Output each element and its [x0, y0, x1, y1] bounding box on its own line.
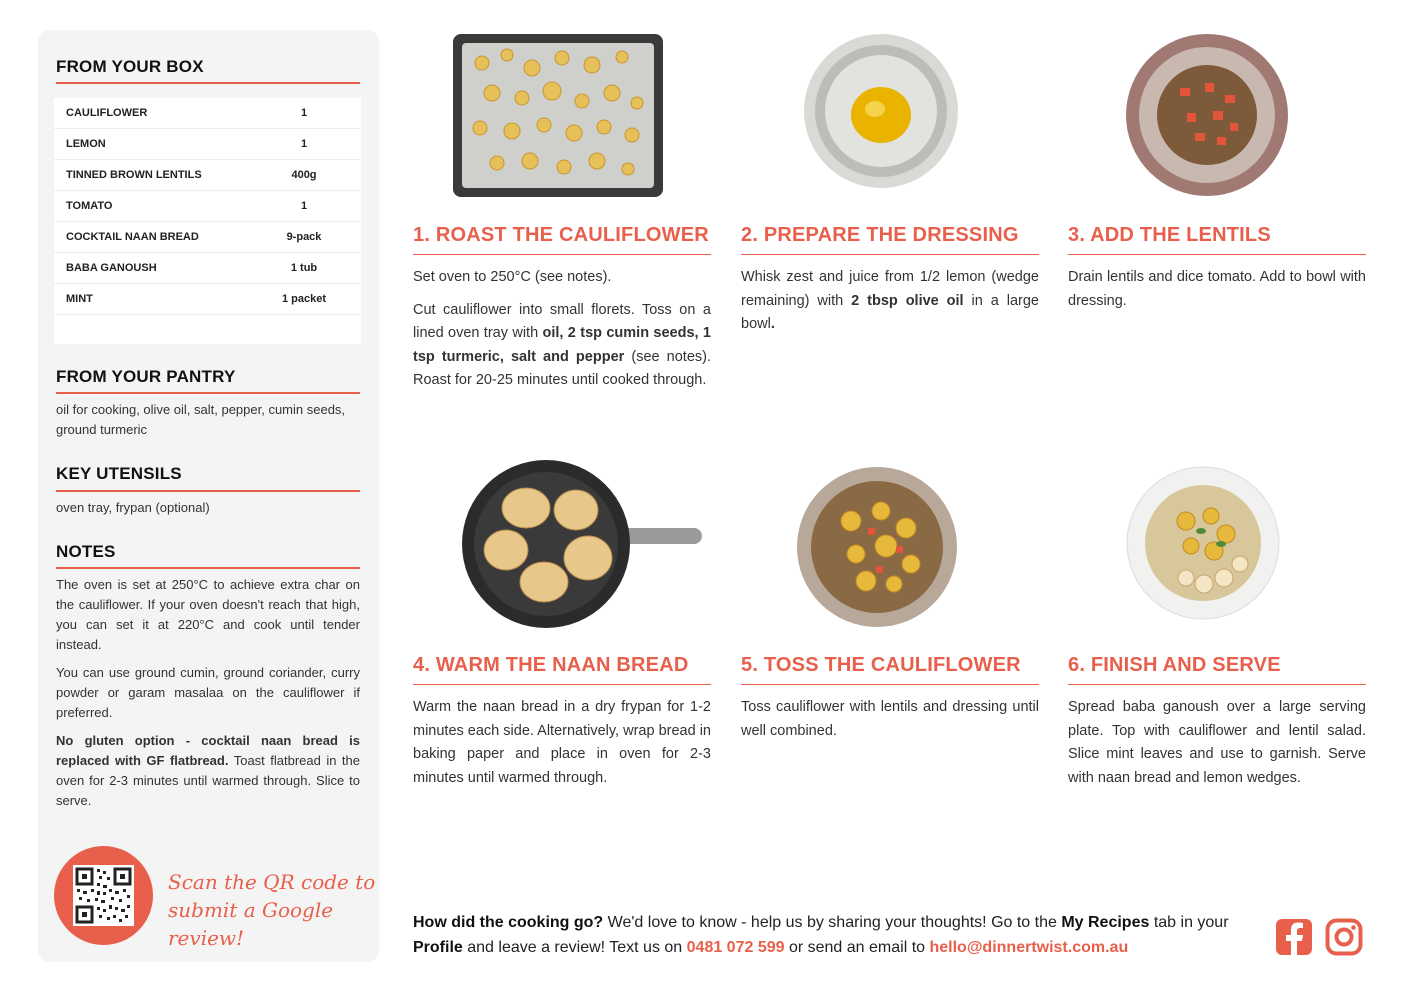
feedback-footer: [413, 910, 1263, 960]
step-2-title: 2. PREPARE THE DRESSING: [741, 224, 1019, 246]
ingredient-row: [54, 284, 361, 315]
note-paragraph: [56, 731, 360, 811]
footer-text: or send an email to: [784, 939, 930, 956]
step-paragraph: Set oven to 250°C (see notes).: [413, 269, 612, 285]
ingredient-qty: 1 tub: [290, 262, 318, 274]
section-divider: [56, 490, 360, 492]
key-utensils-title: KEY UTENSILS: [56, 464, 182, 483]
footer-text: and leave a review! Text us on: [462, 939, 687, 956]
step-1-text: [413, 266, 711, 402]
ingredient-qty: 1: [300, 138, 308, 150]
step-6-title: 6. FINISH AND SERVE: [1068, 654, 1281, 676]
step-divider: [1068, 684, 1366, 685]
notes-body: [56, 575, 360, 819]
footer-question: How did the cooking go?: [413, 914, 604, 931]
step-divider: [1068, 254, 1366, 255]
phone-link[interactable]: 0481 072 599: [686, 939, 785, 956]
step-2-text: [741, 266, 1039, 346]
step-3-text: [1068, 266, 1366, 322]
qr-text-line: Scan the QR code to: [168, 870, 376, 894]
step-paragraph: Drain lentils and dice tomato. Add to bowl with dressing.: [1068, 269, 1366, 309]
section-divider: [56, 567, 360, 569]
step-paragraph: Toss cauliflower with lentils and dressing until well combined.: [741, 699, 1039, 739]
profile-link[interactable]: Profile: [413, 939, 463, 956]
note-paragraph: You can use ground cumin, ground coriander, curry powder or garam masalaa on the cauliflower if preferred.: [56, 665, 360, 720]
my-recipes-link[interactable]: My Recipes: [1061, 914, 1150, 931]
ingredient-row: [54, 129, 361, 160]
step-text-run: in a large bowl: [741, 292, 1039, 332]
qr-code-icon[interactable]: [73, 865, 134, 926]
step-3-title: 3. ADD THE LENTILS: [1068, 224, 1271, 246]
step-1-title: 1. ROAST THE CAULIFLOWER: [413, 224, 709, 246]
step-divider: [413, 254, 711, 255]
dressing-bowl-image: [803, 33, 959, 189]
section-divider: [56, 392, 360, 394]
step-4-title: 4. WARM THE NAAN BREAD: [413, 654, 689, 676]
qr-review-prompt: [168, 868, 379, 952]
step-divider: [413, 684, 711, 685]
ingredient-row: [54, 222, 361, 253]
naan-frypan-image: [456, 460, 702, 628]
step-paragraph: Spread baba ganoush over a large serving plate. Top with cauliflower and lentil salad. Slice mint leaves and use to garnish. Serve with naan bread and lemon wedges.: [1068, 699, 1366, 786]
step-4-text: [413, 696, 711, 799]
ingredient-qty: 400g: [291, 169, 317, 181]
qr-text-line: submit a Google review!: [168, 898, 334, 950]
roasted-cauliflower-tray-image: [452, 33, 664, 198]
step-text-bold: 2 tbsp olive oil: [851, 292, 964, 309]
ingredient-row: [54, 160, 361, 191]
footer-text: tab in your: [1149, 914, 1229, 931]
lentil-bowl-image: [1125, 33, 1290, 198]
ingredient-name: MINT: [66, 293, 93, 305]
footer-text: We'd love to know - help us by sharing your thoughts! Go to the: [603, 914, 1062, 931]
section-divider: [56, 82, 360, 84]
step-5-text: [741, 696, 1039, 752]
gluten-free-detail: Toast flatbread in the oven for 2-3 minutes until warmed through. Slice to serve.: [56, 753, 360, 808]
facebook-icon[interactable]: [1275, 918, 1313, 956]
step-text-bold: .: [770, 316, 775, 332]
step-6-text: [1068, 696, 1366, 799]
instagram-icon[interactable]: [1325, 918, 1363, 956]
step-text-run: Cut cauliflower into small florets. Toss on a lined oven tray with: [413, 301, 711, 341]
ingredient-name: TINNED BROWN LENTILS: [66, 169, 202, 181]
ingredient-name: CAULIFLOWER: [66, 107, 148, 119]
ingredient-row: [54, 98, 361, 129]
ingredients-sidebar: [38, 30, 379, 962]
utensils-text: oven tray, frypan (optional): [56, 500, 210, 515]
from-your-box-title: FROM YOUR BOX: [56, 57, 204, 76]
gluten-free-option: No gluten option - cocktail naan bread is replaced with GF flatbread.: [56, 733, 360, 768]
ingredient-qty: 1 packet: [281, 293, 327, 305]
from-your-pantry-title: FROM YOUR PANTRY: [56, 367, 236, 386]
step-paragraph: [413, 299, 711, 393]
step-divider: [741, 254, 1039, 255]
ingredient-row: [54, 191, 361, 222]
note-paragraph: The oven is set at 250°C to achieve extra char on the cauliflower. If your oven doesn't reach that high, you can set it at 220°C and cook until tender instead.: [56, 577, 360, 652]
notes-title: NOTES: [56, 542, 116, 561]
step-5-title: 5. TOSS THE CAULIFLOWER: [741, 654, 1021, 676]
tossed-salad-bowl-image: [796, 466, 958, 628]
ingredient-name: TOMATO: [66, 200, 113, 212]
served-plate-image: [1126, 466, 1281, 621]
ingredient-qty: 1: [300, 200, 308, 212]
step-paragraph: [741, 266, 1039, 337]
ingredient-name: BABA GANOUSH: [66, 262, 157, 274]
email-link[interactable]: hello@dinnertwist.com.au: [929, 939, 1129, 956]
ingredient-qty: 1: [300, 107, 308, 119]
ingredient-name: LEMON: [66, 138, 106, 150]
ingredient-qty: 9-pack: [286, 231, 322, 243]
step-text-run: Whisk zest and juice from 1/2 lemon (wedge remaining) with: [741, 269, 1039, 309]
ingredient-name: COCKTAIL NAAN BREAD: [66, 231, 199, 243]
qr-badge[interactable]: [54, 846, 153, 945]
step-divider: [741, 684, 1039, 685]
ingredient-row: [54, 253, 361, 284]
step-text-run: (see notes). Roast for 20-25 minutes until cooked through.: [413, 348, 711, 388]
pantry-text: oil for cooking, olive oil, salt, pepper, cumin seeds, ground turmeric: [56, 402, 346, 437]
step-paragraph: Warm the naan bread in a dry frypan for 1-2 minutes each side. Alternatively, wrap bread in baking paper and place in oven for 2-3 minutes until warmed through.: [413, 699, 711, 786]
step-text-bold: oil, 2 tsp cumin seeds, 1 tsp turmeric, salt and pepper: [413, 325, 711, 365]
box-ingredients-table: [54, 98, 361, 344]
